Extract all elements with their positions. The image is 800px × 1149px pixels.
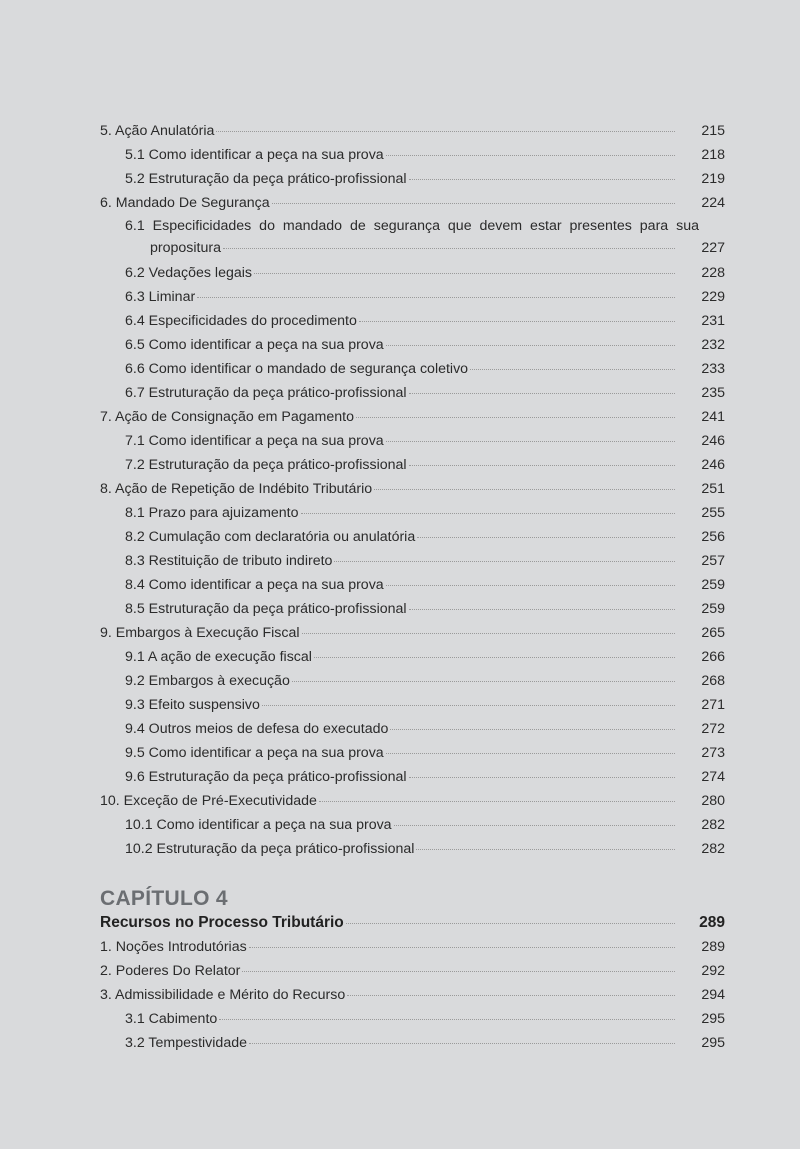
dot-leader xyxy=(409,609,675,610)
dot-leader xyxy=(409,465,675,466)
toc-entry-page: 272 xyxy=(701,721,725,737)
toc-entry[interactable] xyxy=(100,669,725,693)
toc-entry-title: 9.3 Efeito suspensivo xyxy=(125,697,260,713)
chapter-title-entry[interactable] xyxy=(100,911,725,935)
toc-entry-title: 10.2 Estruturação da peça prático-profissional xyxy=(125,841,415,857)
toc-entry-title: 6.6 Como identificar o mandado de segurança coletivo xyxy=(125,361,469,377)
toc-entry-page: 224 xyxy=(701,195,725,211)
toc-entry-title: 9. Embargos à Execução Fiscal xyxy=(100,625,300,641)
toc-entry-page: 295 xyxy=(701,1011,725,1027)
toc-entry-page: 246 xyxy=(701,433,725,449)
toc-entry-page: 256 xyxy=(701,529,725,545)
toc-entry-title: 8.1 Prazo para ajuizamento xyxy=(125,505,299,521)
toc-entry-title: 6. Mandado De Segurança xyxy=(100,195,270,211)
toc-entry-page: 294 xyxy=(701,987,725,1003)
dot-leader xyxy=(292,681,675,682)
toc-entry-title: 8.3 Restituição de tributo indireto xyxy=(125,553,333,569)
toc-entry-page: 273 xyxy=(701,745,725,761)
dot-leader xyxy=(470,369,675,370)
toc-entry-page: 235 xyxy=(701,385,725,401)
toc-entry[interactable] xyxy=(100,143,725,167)
toc-entry-title: 5.2 Estruturação da peça prático-profissional xyxy=(125,171,407,187)
toc-entry[interactable] xyxy=(100,1031,725,1055)
toc-entry[interactable] xyxy=(100,717,725,741)
toc-entry[interactable] xyxy=(100,477,725,501)
toc-entry-title: 6.2 Vedações legais xyxy=(125,265,252,281)
chapter-label: CAPÍTULO 4 xyxy=(100,887,228,910)
dot-leader xyxy=(197,297,675,298)
dot-leader xyxy=(346,923,675,924)
toc-entry-title: 6.5 Como identificar a peça na sua prova xyxy=(125,337,384,353)
dot-leader xyxy=(249,947,675,948)
dot-leader xyxy=(334,561,675,562)
toc-entry-page: 259 xyxy=(701,577,725,593)
toc-entry[interactable] xyxy=(100,935,725,959)
toc-entry[interactable] xyxy=(100,309,725,333)
dot-leader xyxy=(356,417,675,418)
toc-entry-title: 3.1 Cabimento xyxy=(125,1011,218,1027)
toc-entry-page: 228 xyxy=(701,265,725,281)
dot-leader xyxy=(216,131,675,132)
toc-entry[interactable] xyxy=(100,597,725,621)
toc-entry[interactable] xyxy=(100,285,725,309)
dot-leader xyxy=(302,633,675,634)
toc-entry-page: 219 xyxy=(701,171,725,187)
toc-entry-title: 6.3 Liminar xyxy=(125,289,196,305)
toc-entry[interactable] xyxy=(100,501,725,525)
dot-leader xyxy=(409,777,675,778)
toc-entry-page: 266 xyxy=(701,649,725,665)
toc-entry[interactable] xyxy=(100,381,725,405)
dot-leader xyxy=(386,345,675,346)
toc-entry[interactable] xyxy=(100,429,725,453)
toc-entry-title: 2. Poderes Do Relator xyxy=(100,963,241,979)
toc-entry-page: 229 xyxy=(701,289,725,305)
toc-entry-page: 231 xyxy=(701,313,725,329)
dot-leader xyxy=(301,513,675,514)
dot-leader xyxy=(242,971,675,972)
toc-entry-title: 7.1 Como identificar a peça na sua prova xyxy=(125,433,384,449)
toc-entry[interactable] xyxy=(100,789,725,813)
dot-leader xyxy=(417,537,675,538)
toc-entry[interactable] xyxy=(100,405,725,429)
toc-entry[interactable] xyxy=(100,741,725,765)
toc-entry[interactable] xyxy=(100,1007,725,1031)
toc-entry-title: 10.1 Como identificar a peça na sua prova xyxy=(125,817,392,833)
toc-entry-title: 9.6 Estruturação da peça prático-profissional xyxy=(125,769,407,785)
dot-leader xyxy=(254,273,675,274)
dot-leader xyxy=(262,705,675,706)
toc-section-part3 xyxy=(100,935,725,1055)
dot-leader xyxy=(409,393,675,394)
toc-entry-title: 8.5 Estruturação da peça prático-profissional xyxy=(125,601,407,617)
toc-entry-title: 3. Admissibilidade e Mérito do Recurso xyxy=(100,987,346,1003)
toc-entry-title: 6.4 Especificidades do procedimento xyxy=(125,313,357,329)
toc-entry-page: 246 xyxy=(701,457,725,473)
toc-entry-title: 8.4 Como identificar a peça na sua prova xyxy=(125,577,384,593)
toc-entry[interactable] xyxy=(100,525,725,549)
toc-entry-title: 3.2 Tempestividade xyxy=(125,1035,247,1051)
toc-entry-page: 251 xyxy=(701,481,725,497)
toc-entry[interactable] xyxy=(100,693,725,717)
toc-entry[interactable] xyxy=(100,645,725,669)
dot-leader xyxy=(249,1043,675,1044)
toc-entry-title: 9.5 Como identificar a peça na sua prova xyxy=(125,745,384,761)
toc-entry[interactable] xyxy=(100,333,725,357)
toc-entry-page: 233 xyxy=(701,361,725,377)
toc-entry-page: 274 xyxy=(701,769,725,785)
toc-entry-page: 265 xyxy=(701,625,725,641)
dot-leader xyxy=(416,849,675,850)
toc-entry-page: 232 xyxy=(701,337,725,353)
chapter-title: Recursos no Processo Tributário xyxy=(100,914,344,931)
toc-entry-title-line1: 6.1 Especificidades do mandado de segurança que devem estar presentes para sua xyxy=(125,218,699,234)
dot-leader xyxy=(386,585,675,586)
toc-entry[interactable] xyxy=(100,191,725,215)
toc-entry-page: 241 xyxy=(701,409,725,425)
toc-entry[interactable] xyxy=(100,261,725,285)
dot-leader xyxy=(272,203,675,204)
dot-leader xyxy=(394,825,675,826)
toc-entry-title: 5. Ação Anulatória xyxy=(100,123,215,139)
toc-entry-title: 6.7 Estruturação da peça prático-profissional xyxy=(125,385,407,401)
toc-entry-title: 8.2 Cumulação com declaratória ou anulatória xyxy=(125,529,416,545)
toc-entry[interactable] xyxy=(100,959,725,983)
toc-entry-page: 282 xyxy=(701,841,725,857)
toc-entry[interactable] xyxy=(100,813,725,837)
toc-entry-title: 7.2 Estruturação da peça prático-profissional xyxy=(125,457,407,473)
toc-entry[interactable] xyxy=(100,119,725,143)
toc-entry[interactable] xyxy=(100,837,725,861)
toc-entry[interactable] xyxy=(100,549,725,573)
toc-entry[interactable] xyxy=(100,453,725,477)
dot-leader xyxy=(409,179,675,180)
toc-entry-page: 268 xyxy=(701,673,725,689)
toc-entry-title: 9.1 A ação de execução fiscal xyxy=(125,649,312,665)
toc-entry-title: 8. Ação de Repetição de Indébito Tributário xyxy=(100,481,373,497)
dot-leader xyxy=(359,321,675,322)
dot-leader xyxy=(386,753,675,754)
toc-entry-page: 218 xyxy=(701,147,725,163)
dot-leader xyxy=(347,995,675,996)
toc-entry[interactable] xyxy=(100,765,725,789)
toc-entry-page: 282 xyxy=(701,817,725,833)
toc-entry-page: 289 xyxy=(701,939,725,955)
toc-entry[interactable] xyxy=(100,621,725,645)
dot-leader xyxy=(219,1019,675,1020)
toc-entry-title: 9.4 Outros meios de defesa do executado xyxy=(125,721,389,737)
toc-entry-line2 xyxy=(125,237,725,261)
toc-entry-page: 271 xyxy=(701,697,725,713)
toc-entry-title: 7. Ação de Consignação em Pagamento xyxy=(100,409,354,425)
toc-entry-title: 5.1 Como identificar a peça na sua prova xyxy=(125,147,384,163)
table-of-contents xyxy=(100,119,725,1055)
chapter-page: 289 xyxy=(699,914,725,931)
toc-entry-page: 215 xyxy=(701,123,725,139)
toc-entry[interactable] xyxy=(100,983,725,1007)
toc-entry-title-line2: propositura xyxy=(150,240,221,256)
dot-leader xyxy=(314,657,675,658)
dot-leader xyxy=(374,489,675,490)
toc-entry-page: 255 xyxy=(701,505,725,521)
toc-entry-page: 259 xyxy=(701,601,725,617)
toc-section-part2 xyxy=(100,261,725,861)
dot-leader xyxy=(223,248,675,249)
toc-entry[interactable] xyxy=(100,167,725,191)
toc-entry-title: 10. Exceção de Pré-Executividade xyxy=(100,793,317,809)
toc-entry-page: 295 xyxy=(701,1035,725,1051)
toc-entry-wrapped[interactable] xyxy=(100,215,725,261)
toc-section-part1 xyxy=(100,119,725,215)
toc-entry-title: 9.2 Embargos à execução xyxy=(125,673,290,689)
toc-entry-title: 1. Noções Introdutórias xyxy=(100,939,247,955)
dot-leader xyxy=(386,441,675,442)
toc-entry-page: 280 xyxy=(701,793,725,809)
dot-leader xyxy=(319,801,675,802)
toc-entry[interactable] xyxy=(100,357,725,381)
toc-entry[interactable] xyxy=(100,573,725,597)
dot-leader xyxy=(386,155,675,156)
dot-leader xyxy=(390,729,675,730)
toc-entry-page: 227 xyxy=(701,240,725,256)
toc-entry-page: 257 xyxy=(701,553,725,569)
toc-entry-page: 292 xyxy=(701,963,725,979)
